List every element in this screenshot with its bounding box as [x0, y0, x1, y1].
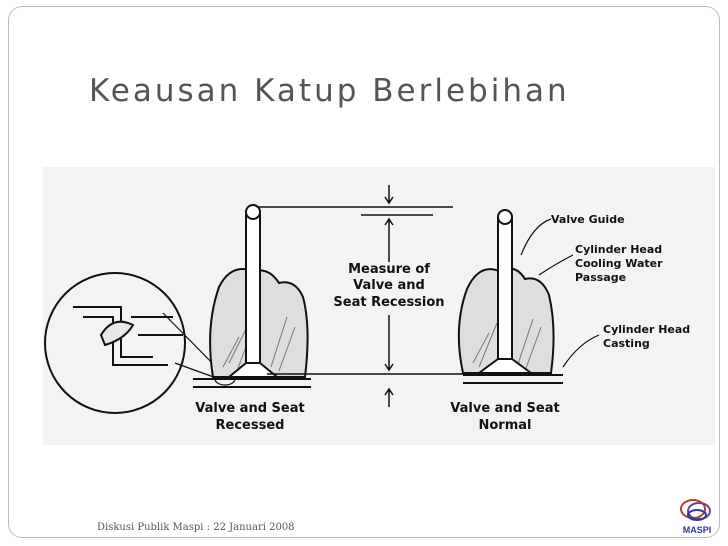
valve-recession-diagram — [43, 167, 715, 445]
measure-label-line1: Measure of — [348, 262, 430, 277]
normal-label-line2: Normal — [478, 418, 532, 433]
casting-label-line1: Cylinder Head — [603, 323, 691, 336]
valve-guide-label: Valve Guide — [551, 213, 625, 226]
cooling-label-line1: Cylinder Head — [575, 243, 663, 256]
measure-label-line3: Seat Recession — [333, 295, 445, 310]
normal-label-line1: Valve and Seat — [450, 401, 560, 416]
recessed-label-line1: Valve and Seat — [195, 401, 305, 416]
magnified-detail — [45, 273, 185, 413]
slide — [8, 6, 720, 538]
recessed-valve-assembly — [193, 205, 311, 387]
slide-title: Keausan Katup Berlebihan — [89, 73, 570, 109]
normal-valve-assembly — [459, 210, 563, 383]
measure-label-line2: Valve and — [353, 278, 425, 293]
logo-text: MASPI — [682, 525, 712, 535]
slide-footer: Diskusi Publik Maspi : 22 Januari 2008 — [97, 522, 295, 533]
cooling-label-line2: Cooling Water — [575, 257, 663, 270]
diagram-svg — [43, 167, 715, 445]
casting-label-line2: Casting — [603, 337, 650, 350]
recessed-label-line2: Recessed — [215, 418, 285, 433]
cooling-label-line3: Passage — [575, 271, 627, 284]
maspi-logo-icon — [673, 489, 721, 539]
